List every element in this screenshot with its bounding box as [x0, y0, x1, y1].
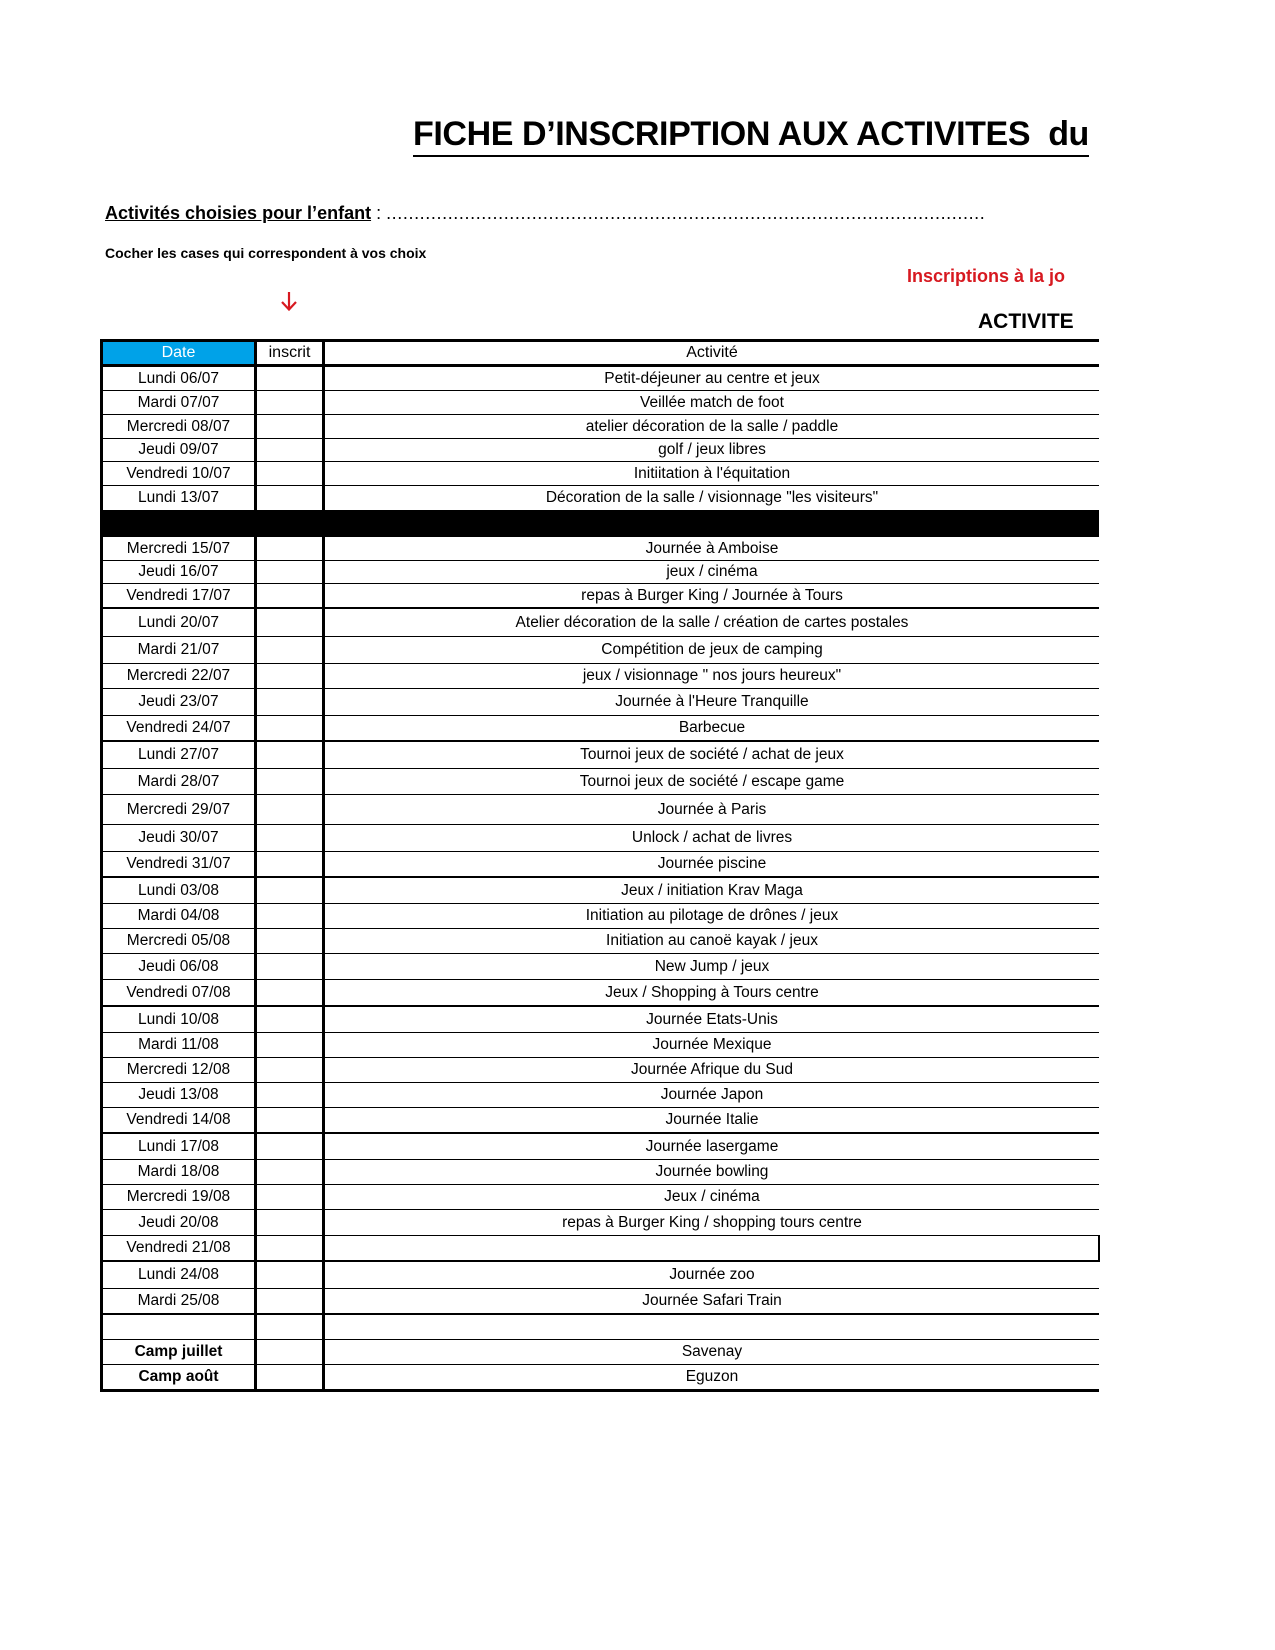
- table-row: [102, 486, 1100, 512]
- date-cell: Mercredi 05/08: [102, 929, 256, 954]
- inscrit-checkbox-cell[interactable]: [256, 1083, 324, 1108]
- section-title: ACTIVITE: [978, 310, 1074, 333]
- date-cell: Mercredi 08/07: [102, 415, 256, 439]
- inscrit-checkbox-cell[interactable]: [256, 689, 324, 716]
- date-cell: Lundi 27/07: [102, 741, 256, 769]
- table-row: [102, 1058, 1100, 1083]
- activity-cell: Journée Etats-Unis: [324, 1006, 1100, 1033]
- table-body: [102, 366, 1100, 1391]
- header-activite: Activité: [324, 341, 1100, 366]
- inscrit-checkbox-cell[interactable]: [256, 1185, 324, 1210]
- table-row: [102, 825, 1100, 852]
- date-cell: Vendredi 31/07: [102, 852, 256, 878]
- activity-cell: Jeux / initiation Krav Maga: [324, 877, 1100, 904]
- activity-cell: Journée Afrique du Sud: [324, 1058, 1100, 1083]
- activity-cell: Journée à l'Heure Tranquille: [324, 689, 1100, 716]
- inscrit-checkbox-cell[interactable]: [256, 795, 324, 825]
- table-row: [102, 769, 1100, 795]
- date-cell: Mardi 11/08: [102, 1033, 256, 1058]
- activity-cell: Journée lasergame: [324, 1133, 1100, 1160]
- date-cell: Vendredi 24/07: [102, 716, 256, 742]
- inscrit-checkbox-cell[interactable]: [256, 825, 324, 852]
- date-cell: Mardi 28/07: [102, 769, 256, 795]
- table-row: [102, 980, 1100, 1007]
- date-cell: Jeudi 20/08: [102, 1210, 256, 1236]
- inscrit-checkbox-cell[interactable]: [256, 1058, 324, 1083]
- table-row: [102, 741, 1100, 769]
- date-cell: Vendredi 21/08: [102, 1236, 256, 1262]
- table-row: [102, 1210, 1100, 1236]
- activity-cell: Jeux / Shopping à Tours centre: [324, 980, 1100, 1007]
- date-cell: Lundi 10/08: [102, 1006, 256, 1033]
- activity-cell: Jeux / cinéma: [324, 1185, 1100, 1210]
- inscrit-checkbox-cell[interactable]: [256, 537, 324, 561]
- activity-cell: Journée à Amboise: [324, 537, 1100, 561]
- inscrit-checkbox-cell[interactable]: [256, 1289, 324, 1315]
- activity-cell: Atelier décoration de la salle / création de cartes postales: [324, 608, 1100, 637]
- date-cell: Jeudi 13/08: [102, 1083, 256, 1108]
- inscrit-checkbox-cell[interactable]: [256, 561, 324, 584]
- inscrit-checkbox-cell[interactable]: [256, 1365, 324, 1391]
- table-row: [102, 366, 1100, 391]
- activity-cell: [324, 1314, 1100, 1340]
- activity-cell: [324, 511, 1100, 537]
- table-row: [102, 1133, 1100, 1160]
- date-cell: Lundi 24/08: [102, 1261, 256, 1289]
- date-cell: Mercredi 19/08: [102, 1185, 256, 1210]
- table-row: [102, 511, 1100, 537]
- inscrit-checkbox-cell[interactable]: [256, 769, 324, 795]
- table-row: [102, 1365, 1100, 1391]
- activity-cell: Journée à Paris: [324, 795, 1100, 825]
- inscrit-checkbox-cell[interactable]: [256, 486, 324, 512]
- activity-cell: Tournoi jeux de société / escape game: [324, 769, 1100, 795]
- inscrit-checkbox-cell[interactable]: [256, 741, 324, 769]
- activity-cell: Tournoi jeux de société / achat de jeux: [324, 741, 1100, 769]
- date-cell: Jeudi 30/07: [102, 825, 256, 852]
- date-cell: Lundi 06/07: [102, 366, 256, 391]
- table-row: [102, 795, 1100, 825]
- table-row: [102, 439, 1100, 462]
- activity-cell: Petit-déjeuner au centre et jeux: [324, 366, 1100, 391]
- date-cell: Jeudi 09/07: [102, 439, 256, 462]
- inscrit-checkbox-cell[interactable]: [256, 1133, 324, 1160]
- activity-cell: Journée Mexique: [324, 1033, 1100, 1058]
- inscrit-checkbox-cell[interactable]: [256, 511, 324, 537]
- table-header-row: [102, 341, 1100, 366]
- inscrit-checkbox-cell[interactable]: [256, 391, 324, 415]
- date-cell: Mercredi 29/07: [102, 795, 256, 825]
- inscrit-checkbox-cell[interactable]: [256, 1236, 324, 1262]
- activity-cell: [324, 1236, 1100, 1262]
- activity-cell: Journée Japon: [324, 1083, 1100, 1108]
- date-cell: Mardi 04/08: [102, 904, 256, 929]
- date-cell: Mardi 25/08: [102, 1289, 256, 1315]
- activities-table: [100, 339, 1100, 1392]
- table-row: [102, 561, 1100, 584]
- date-cell: Mercredi 22/07: [102, 664, 256, 689]
- date-cell: Jeudi 06/08: [102, 954, 256, 980]
- activity-cell: atelier décoration de la salle / paddle: [324, 415, 1100, 439]
- activity-cell: jeux / cinéma: [324, 561, 1100, 584]
- inscriptions-note: Inscriptions à la jo: [907, 266, 1066, 286]
- table-row: [102, 537, 1100, 561]
- activity-cell: Eguzon: [324, 1365, 1100, 1391]
- down-arrow-icon: [280, 290, 298, 312]
- table-row: [102, 1160, 1100, 1185]
- inscrit-checkbox-cell[interactable]: [256, 1160, 324, 1185]
- activity-cell: Savenay: [324, 1340, 1100, 1365]
- table-row: [102, 904, 1100, 929]
- table-row: [102, 1261, 1100, 1289]
- inscrit-checkbox-cell[interactable]: [256, 415, 324, 439]
- date-cell: Mercredi 15/07: [102, 537, 256, 561]
- inscrit-checkbox-cell[interactable]: [256, 904, 324, 929]
- activity-cell: repas à Burger King / shopping tours centre: [324, 1210, 1100, 1236]
- table-row: [102, 877, 1100, 904]
- activity-cell: Journée zoo: [324, 1261, 1100, 1289]
- table-row: [102, 664, 1100, 689]
- inscrit-checkbox-cell[interactable]: [256, 980, 324, 1007]
- activity-cell: New Jump / jeux: [324, 954, 1100, 980]
- activity-cell: Initiation au canoë kayak / jeux: [324, 929, 1100, 954]
- table-row: [102, 1314, 1100, 1340]
- date-cell: Vendredi 14/08: [102, 1108, 256, 1134]
- table-row: [102, 1083, 1100, 1108]
- activity-cell: Initiitation à l'équitation: [324, 462, 1100, 486]
- date-cell: Vendredi 10/07: [102, 462, 256, 486]
- activity-cell: Compétition de jeux de camping: [324, 637, 1100, 664]
- activity-cell: Journée Italie: [324, 1108, 1100, 1134]
- table-row: [102, 391, 1100, 415]
- child-activities-label: Activités choisies pour l’enfant: [105, 203, 372, 223]
- child-activities-line: [105, 203, 985, 224]
- activity-cell: Veillée match de foot: [324, 391, 1100, 415]
- activity-cell: Journée Safari Train: [324, 1289, 1100, 1315]
- activity-cell: jeux / visionnage " nos jours heureux": [324, 664, 1100, 689]
- date-cell: Camp août: [102, 1365, 256, 1391]
- instructions-text: Cocher les cases qui correspondent à vos choix: [105, 245, 427, 261]
- table-row: [102, 584, 1100, 609]
- activity-cell: Initiation au pilotage de drônes / jeux: [324, 904, 1100, 929]
- inscrit-checkbox-cell[interactable]: [256, 1340, 324, 1365]
- table-row: [102, 1108, 1100, 1134]
- table-row: [102, 637, 1100, 664]
- inscrit-checkbox-cell[interactable]: [256, 439, 324, 462]
- inscrit-checkbox-cell[interactable]: [256, 1261, 324, 1289]
- activity-cell: Barbecue: [324, 716, 1100, 742]
- table-row: [102, 1289, 1100, 1315]
- table-row: [102, 1185, 1100, 1210]
- inscrit-checkbox-cell[interactable]: [256, 462, 324, 486]
- table-row: [102, 716, 1100, 742]
- date-cell: Jeudi 16/07: [102, 561, 256, 584]
- inscrit-checkbox-cell[interactable]: [256, 1314, 324, 1340]
- table-row: [102, 608, 1100, 637]
- activity-cell: Journée bowling: [324, 1160, 1100, 1185]
- inscrit-checkbox-cell[interactable]: [256, 637, 324, 664]
- child-activities-colon: :: [371, 203, 387, 223]
- inscrit-checkbox-cell[interactable]: [256, 1108, 324, 1134]
- activity-cell: Unlock / achat de livres: [324, 825, 1100, 852]
- inscrit-checkbox-cell[interactable]: [256, 584, 324, 609]
- table-row: [102, 954, 1100, 980]
- table-row: [102, 929, 1100, 954]
- date-cell: Jeudi 23/07: [102, 689, 256, 716]
- child-name-fill-line[interactable]: ...........................................................................................................: [386, 203, 986, 223]
- inscrit-checkbox-cell[interactable]: [256, 1210, 324, 1236]
- date-cell: Mardi 07/07: [102, 391, 256, 415]
- date-cell: [102, 1314, 256, 1340]
- date-cell: Lundi 17/08: [102, 1133, 256, 1160]
- inscrit-checkbox-cell[interactable]: [256, 929, 324, 954]
- table-row: [102, 415, 1100, 439]
- table-row: [102, 1236, 1100, 1262]
- inscrit-checkbox-cell[interactable]: [256, 608, 324, 637]
- table-row: [102, 462, 1100, 486]
- activity-cell: repas à Burger King / Journée à Tours: [324, 584, 1100, 609]
- inscrit-checkbox-cell[interactable]: [256, 1033, 324, 1058]
- inscrit-checkbox-cell[interactable]: [256, 877, 324, 904]
- header-date: Date: [102, 341, 256, 366]
- date-cell: Vendredi 17/07: [102, 584, 256, 609]
- activity-cell: golf / jeux libres: [324, 439, 1100, 462]
- table-row: [102, 1340, 1100, 1365]
- table-row: [102, 1033, 1100, 1058]
- inscrit-checkbox-cell[interactable]: [256, 852, 324, 878]
- activity-cell: Journée piscine: [324, 852, 1100, 878]
- date-cell: Lundi 03/08: [102, 877, 256, 904]
- inscrit-checkbox-cell[interactable]: [256, 716, 324, 742]
- date-cell: Camp juillet: [102, 1340, 256, 1365]
- date-cell: Vendredi 07/08: [102, 980, 256, 1007]
- date-cell: [102, 511, 256, 537]
- page-title: FICHE D’INSCRIPTION AUX ACTIVITES du: [413, 114, 1089, 157]
- date-cell: Mardi 21/07: [102, 637, 256, 664]
- date-cell: Lundi 13/07: [102, 486, 256, 512]
- date-cell: Lundi 20/07: [102, 608, 256, 637]
- date-cell: Mardi 18/08: [102, 1160, 256, 1185]
- table-row: [102, 1006, 1100, 1033]
- table-row: [102, 689, 1100, 716]
- inscrit-checkbox-cell[interactable]: [256, 366, 324, 391]
- inscrit-checkbox-cell[interactable]: [256, 954, 324, 980]
- activity-cell: Décoration de la salle / visionnage "les visiteurs": [324, 486, 1100, 512]
- header-inscrit: inscrit: [256, 341, 324, 366]
- inscrit-checkbox-cell[interactable]: [256, 1006, 324, 1033]
- inscrit-checkbox-cell[interactable]: [256, 664, 324, 689]
- table-row: [102, 852, 1100, 878]
- date-cell: Mercredi 12/08: [102, 1058, 256, 1083]
